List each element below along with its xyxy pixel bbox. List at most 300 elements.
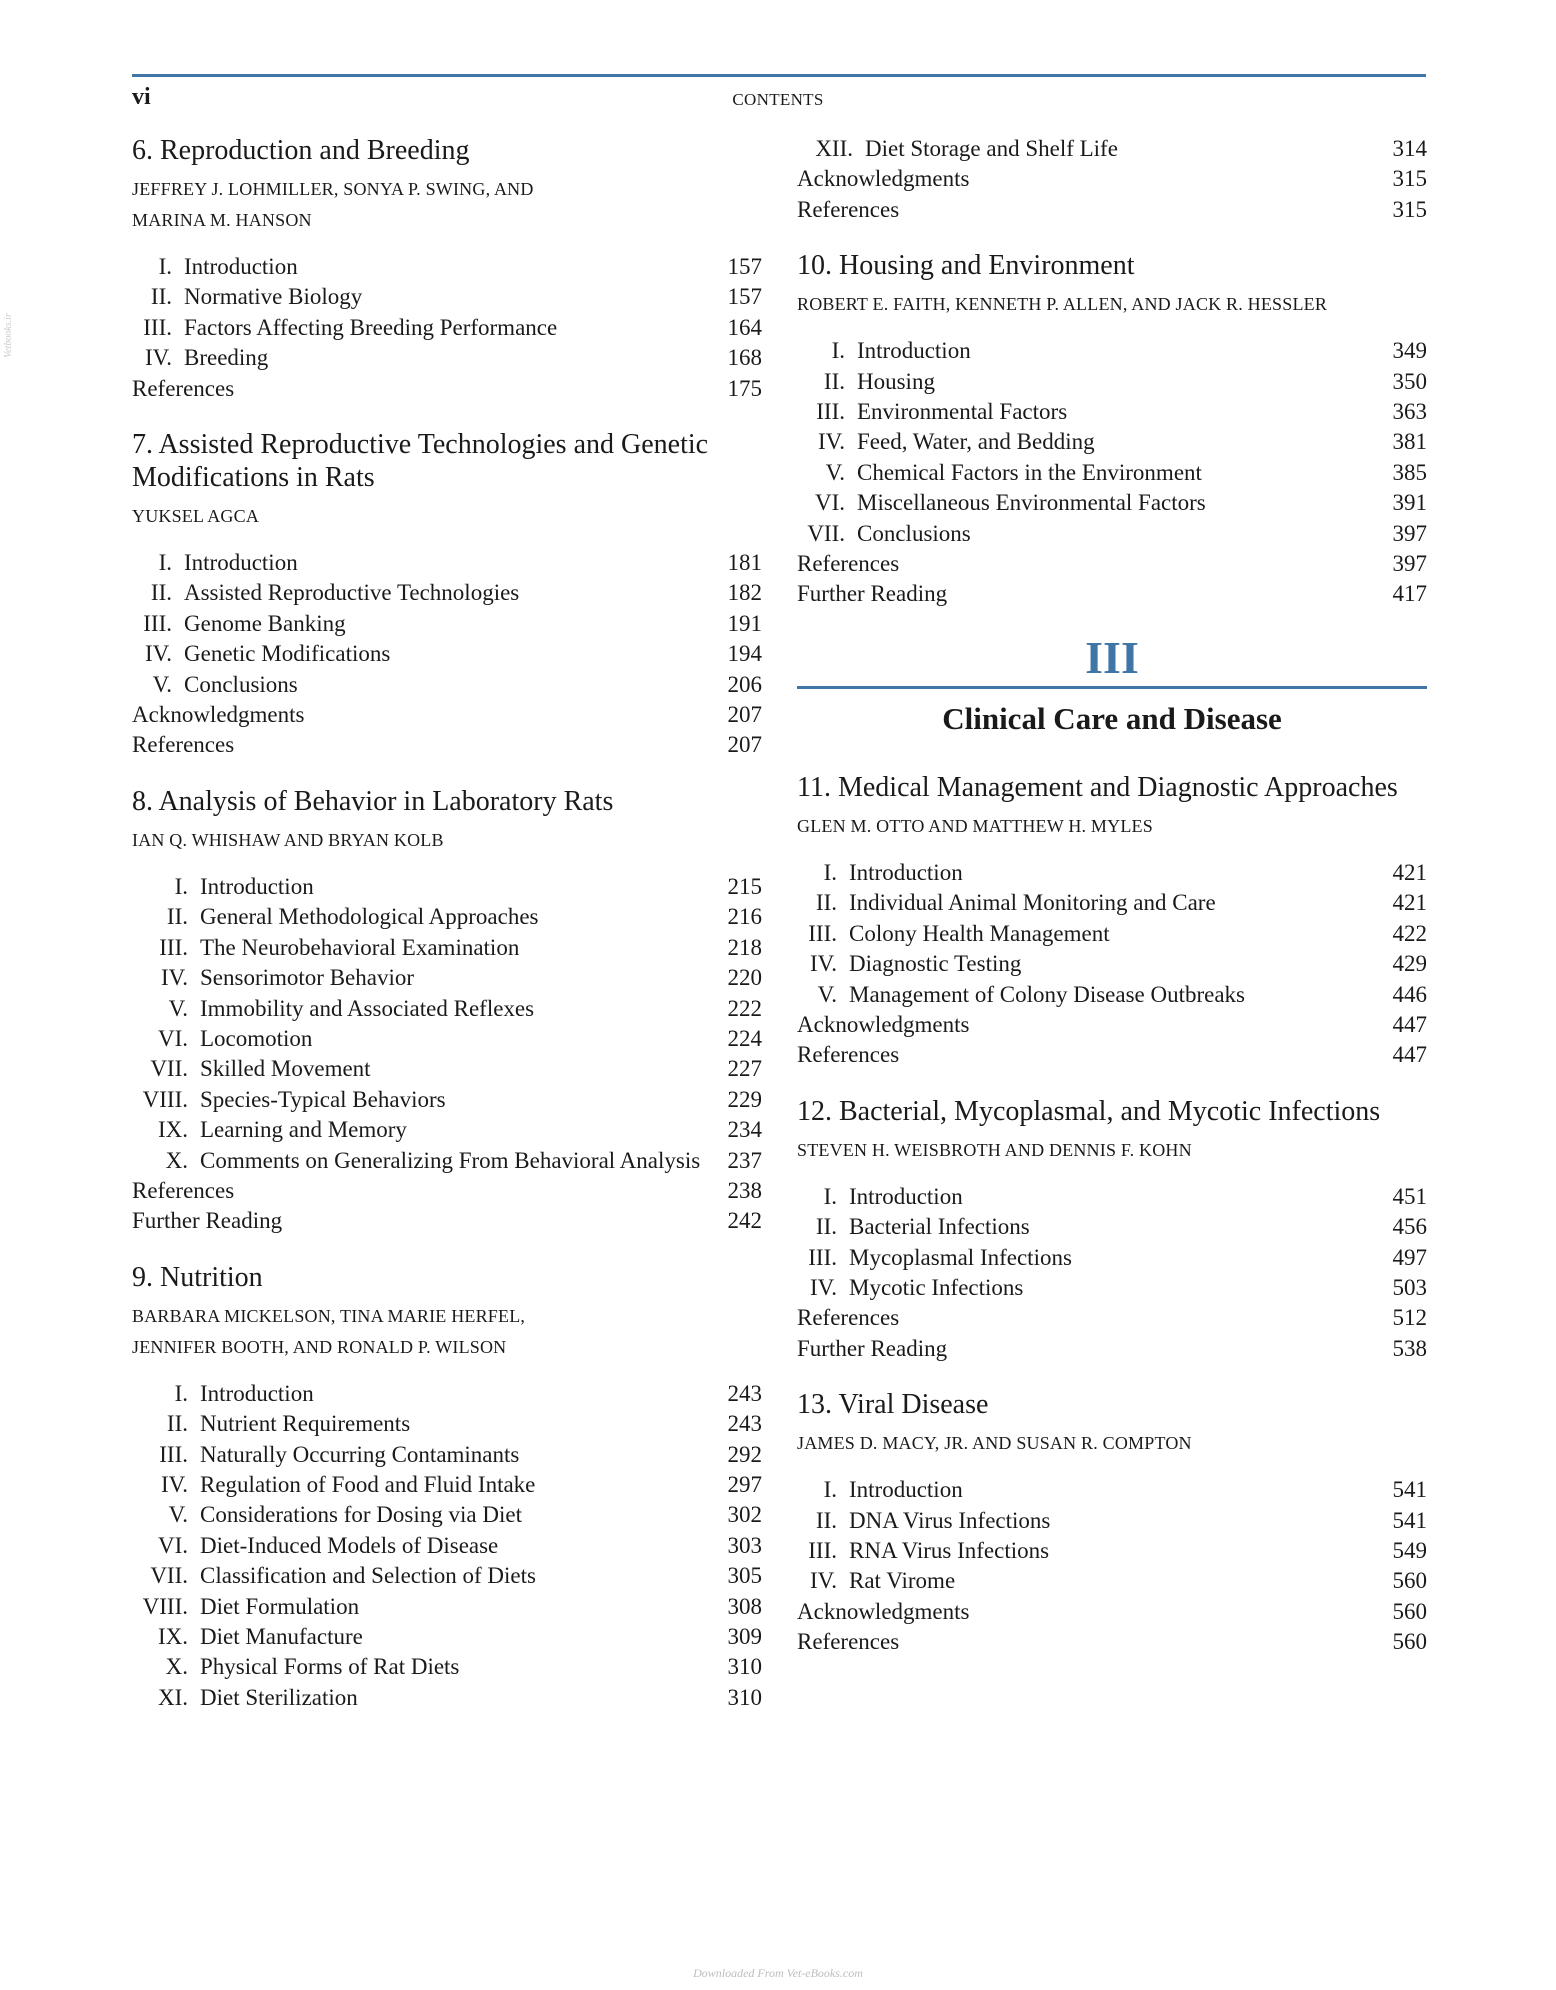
section-title: Further Reading <box>132 1208 283 1234</box>
header-rule <box>132 74 1426 77</box>
page-number: 310 <box>727 1684 762 1710</box>
section-numeral: III. <box>808 1537 837 1563</box>
page-number: 310 <box>727 1654 762 1680</box>
section-numeral: III. <box>808 920 837 946</box>
page-number: 297 <box>727 1471 762 1497</box>
page-number: 206 <box>727 671 762 697</box>
part-rule <box>797 686 1427 689</box>
page-number: 191 <box>727 610 762 636</box>
page-number: 243 <box>727 1411 762 1437</box>
author-line: ROBERT E. FAITH, KENNETH P. ALLEN, AND JACK R. HESSLER <box>797 294 1328 315</box>
chapter-authors <box>132 501 762 532</box>
page-number: 309 <box>727 1624 762 1649</box>
running-head: CONTENTS <box>732 90 824 109</box>
chapter-block <box>797 1095 1427 1364</box>
page-number: 194 <box>727 641 762 667</box>
section-title: References <box>797 1042 900 1068</box>
toc-entry[interactable] <box>797 427 1427 457</box>
right-column-top <box>797 134 1427 610</box>
author-line: JEFFREY J. LOHMILLER, SONYA P. SWING, AND <box>132 179 534 199</box>
section-title: Assisted Reproductive Technologies <box>184 580 520 606</box>
toc-entry[interactable] <box>132 1500 762 1530</box>
section-title: Further Reading <box>797 1335 948 1361</box>
section-title: References <box>797 196 900 222</box>
toc-entry[interactable] <box>797 1536 1427 1566</box>
left-column <box>132 134 762 1737</box>
section-numeral: I. <box>823 1477 837 1503</box>
section-title: Considerations for Dosing via Diet <box>200 1502 522 1528</box>
toc-entry-list <box>132 548 762 761</box>
toc-entry[interactable] <box>797 919 1427 949</box>
toc-entry-list <box>132 1379 762 1713</box>
section-numeral: IX. <box>157 1117 188 1143</box>
chapter-block <box>797 771 1427 1071</box>
chapter-authors <box>132 1301 762 1363</box>
page-number: 182 <box>727 580 762 606</box>
section-title: Factors Affecting Breeding Performance <box>184 314 558 340</box>
toc-entry[interactable] <box>132 282 762 312</box>
page-number: 349 <box>1392 338 1427 364</box>
section-numeral: II. <box>166 1411 188 1437</box>
section-numeral: II. <box>823 368 845 394</box>
page-number: 314 <box>1392 136 1427 161</box>
page-number: 220 <box>727 965 762 991</box>
page-number: 397 <box>1392 520 1427 546</box>
page-number: 421 <box>1392 859 1427 885</box>
toc-entry[interactable] <box>132 902 762 932</box>
section-numeral: III. <box>816 399 845 425</box>
section-title: Diet Manufacture <box>200 1624 363 1649</box>
toc-entry[interactable] <box>797 1627 1427 1657</box>
section-title: Introduction <box>184 254 298 279</box>
section-title: Skilled Movement <box>200 1056 371 1082</box>
toc-entry[interactable] <box>797 1040 1427 1070</box>
page-number: 315 <box>1392 196 1427 222</box>
section-numeral: V. <box>817 981 837 1007</box>
section-title: Conclusions <box>184 671 298 697</box>
toc-entry-list <box>797 336 1427 610</box>
toc-entry[interactable] <box>797 336 1427 366</box>
page-number: 560 <box>1392 1629 1427 1655</box>
toc-entry[interactable] <box>797 1243 1427 1273</box>
toc-entry[interactable] <box>132 639 762 669</box>
toc-entry[interactable] <box>132 730 762 760</box>
section-numeral: I. <box>831 338 845 364</box>
author-line: GLEN M. OTTO AND MATTHEW H. MYLES <box>797 815 1153 836</box>
chapter-block <box>132 428 762 761</box>
section-title: Classification and Selection of Diets <box>200 1563 536 1589</box>
section-title: Normative Biology <box>184 284 363 310</box>
chapter-block <box>132 1261 762 1713</box>
toc-entry[interactable] <box>132 1409 762 1439</box>
part-title: Clinical Care and Disease <box>942 700 1282 736</box>
part-number: III <box>1085 631 1139 683</box>
section-numeral: IV. <box>160 965 188 991</box>
section-numeral: III. <box>143 314 172 340</box>
section-title: Chemical Factors in the Environment <box>857 459 1202 485</box>
section-title: Management of Colony Disease Outbreaks <box>849 981 1246 1007</box>
toc-entry[interactable] <box>797 1334 1427 1364</box>
toc-entry[interactable] <box>132 872 762 902</box>
section-title: Naturally Occurring Contaminants <box>200 1441 520 1467</box>
section-numeral: II. <box>150 580 172 606</box>
section-title: Individual Animal Monitoring and Care <box>849 890 1216 916</box>
toc-entry[interactable] <box>797 488 1427 518</box>
page-number: 237 <box>727 1147 762 1173</box>
section-numeral: IV. <box>809 1568 837 1594</box>
page-number: 229 <box>727 1086 762 1112</box>
toc-entry[interactable] <box>132 1531 762 1561</box>
toc-entry[interactable] <box>797 1303 1427 1333</box>
page-number: 447 <box>1392 1011 1427 1037</box>
page-number: 305 <box>727 1563 762 1589</box>
page-number: 164 <box>727 314 762 340</box>
section-title: Comments on Generalizing From Behavioral Analysis <box>200 1147 701 1173</box>
section-numeral: VII. <box>807 520 845 546</box>
toc-entry[interactable] <box>132 548 762 578</box>
toc-entry[interactable] <box>132 1146 762 1176</box>
section-title: Diet Sterilization <box>200 1684 358 1710</box>
section-numeral: II. <box>815 1507 837 1533</box>
chapter-block <box>132 134 762 404</box>
toc-entry[interactable] <box>132 700 762 730</box>
page-number: 234 <box>727 1117 762 1143</box>
toc-entry[interactable] <box>132 1379 762 1409</box>
section-title: DNA Virus Infections <box>849 1507 1051 1533</box>
chapter-authors <box>132 174 762 236</box>
author-line: YUKSEL AGCA <box>132 506 260 527</box>
section-numeral: IV. <box>809 951 837 977</box>
page-number: 456 <box>1392 1214 1427 1240</box>
section-title: Acknowledgments <box>797 1011 970 1037</box>
toc-entry[interactable] <box>132 1652 762 1682</box>
toc-entry[interactable] <box>797 1475 1427 1505</box>
page-number: 222 <box>727 995 762 1021</box>
section-title: Acknowledgments <box>132 702 305 728</box>
toc-entry[interactable] <box>797 1566 1427 1596</box>
toc-entry[interactable] <box>132 313 762 343</box>
section-numeral: I. <box>158 550 172 576</box>
section-numeral: IV. <box>144 345 172 371</box>
author-line: STEVEN H. WEISBROTH AND DENNIS F. KOHN <box>797 1139 1192 1160</box>
section-title: Genome Banking <box>184 610 346 636</box>
chapter-block <box>132 785 762 1237</box>
toc-entry[interactable] <box>132 252 762 282</box>
page-number: 541 <box>1392 1507 1427 1533</box>
section-title: RNA Virus Infections <box>849 1537 1050 1563</box>
page-number: 308 <box>727 1593 762 1619</box>
section-numeral: IV. <box>817 429 845 455</box>
section-numeral: VII. <box>150 1056 188 1082</box>
side-watermark: Vetbooks.ir <box>2 313 14 358</box>
page-number: 381 <box>1392 429 1427 455</box>
page-number: 447 <box>1392 1042 1427 1068</box>
section-title: References <box>797 1305 900 1331</box>
chapter-authors <box>797 1135 1427 1166</box>
chapter-title[interactable]: 11. Medical Management and Diagnostic Approaches <box>797 771 1398 803</box>
toc-entry[interactable] <box>132 1440 762 1470</box>
toc-entry-list <box>132 252 762 404</box>
page-number: 350 <box>1392 368 1427 394</box>
section-title: Introduction <box>184 550 298 576</box>
page-number: 549 <box>1392 1537 1427 1563</box>
chapter-title[interactable]: 6. Reproduction and Breeding <box>132 135 470 166</box>
part-heading <box>797 631 1427 739</box>
chapter-block <box>797 134 1427 225</box>
toc-entry[interactable] <box>797 367 1427 397</box>
toc-entry[interactable] <box>797 134 1427 164</box>
toc-entry-list <box>132 872 762 1237</box>
toc-entry[interactable] <box>797 549 1427 579</box>
section-numeral: XII. <box>815 136 853 161</box>
page-number: 175 <box>727 375 762 401</box>
right-column-bottom <box>797 771 1427 1658</box>
page-number: 560 <box>1392 1598 1427 1624</box>
page-number: 541 <box>1392 1477 1427 1503</box>
section-title: Genetic Modifications <box>184 641 391 667</box>
section-title: References <box>132 1177 235 1203</box>
page-number: 207 <box>727 702 762 728</box>
toc-entry[interactable] <box>797 579 1427 609</box>
section-numeral: II. <box>166 904 188 930</box>
section-numeral: VII. <box>150 1563 188 1589</box>
section-numeral: II. <box>815 890 837 916</box>
toc-entry[interactable] <box>797 949 1427 979</box>
chapter-title[interactable]: 10. Housing and Environment <box>797 250 1135 282</box>
section-title: Acknowledgments <box>797 166 970 192</box>
chapter-authors <box>132 825 762 856</box>
page-number: 446 <box>1392 981 1427 1007</box>
right-column <box>797 134 1427 1682</box>
section-numeral: X. <box>165 1147 188 1173</box>
section-numeral: VI. <box>157 1532 188 1558</box>
section-title: References <box>797 551 900 577</box>
section-title: The Neurobehavioral Examination <box>200 934 520 960</box>
page-number: 168 <box>727 345 762 371</box>
section-title: Introduction <box>849 1183 963 1209</box>
section-numeral: I. <box>174 1380 188 1406</box>
section-title: Housing <box>857 368 935 394</box>
section-numeral: I. <box>823 1183 837 1209</box>
section-title: Feed, Water, and Bedding <box>857 429 1095 455</box>
author-line: IAN Q. WHISHAW AND BRYAN KOLB <box>132 829 444 850</box>
toc-entry[interactable] <box>797 1010 1427 1040</box>
section-numeral: V. <box>825 459 845 485</box>
page-number: 417 <box>1392 581 1427 607</box>
toc-entry[interactable] <box>132 1024 762 1054</box>
page-number: 224 <box>727 1025 762 1051</box>
toc-entry[interactable] <box>797 980 1427 1010</box>
page-number: 391 <box>1392 490 1427 516</box>
chapter-title[interactable]: 13. Viral Disease <box>797 1389 989 1421</box>
section-title: Introduction <box>849 859 963 885</box>
section-title: Introduction <box>200 1380 314 1406</box>
author-line: JAMES D. MACY, JR. AND SUSAN R. COMPTON <box>797 1433 1192 1454</box>
section-title: Regulation of Food and Fluid Intake <box>200 1471 536 1497</box>
section-numeral: III. <box>808 1244 837 1270</box>
section-title: References <box>132 732 235 758</box>
chapter-authors <box>797 289 1427 320</box>
toc-entry[interactable] <box>132 1176 762 1206</box>
page-number: 227 <box>727 1056 762 1082</box>
section-title: Conclusions <box>857 520 971 546</box>
author-line: BARBARA MICKELSON, TINA MARIE HERFEL, <box>132 1305 526 1326</box>
page-number: 397 <box>1392 551 1427 577</box>
section-numeral: I. <box>174 873 188 899</box>
toc-entry[interactable] <box>132 1592 762 1622</box>
toc-entry[interactable] <box>797 1212 1427 1242</box>
section-numeral: II. <box>150 284 172 310</box>
chapter-title[interactable]: 12. Bacterial, Mycoplasmal, and Mycotic Infections <box>797 1095 1381 1127</box>
section-title: Colony Health Management <box>849 920 1110 946</box>
toc-entry-list <box>797 1475 1427 1657</box>
section-title: Bacterial Infections <box>849 1214 1030 1240</box>
page-number: 315 <box>1392 166 1427 192</box>
page-number: 503 <box>1392 1274 1427 1300</box>
page-number: 560 <box>1392 1568 1427 1594</box>
author-line: MARINA M. HANSON <box>132 210 312 230</box>
toc-entry[interactable] <box>797 1273 1427 1303</box>
toc-entry[interactable] <box>132 1470 762 1500</box>
toc-entry[interactable] <box>132 670 762 700</box>
section-title: General Methodological Approaches <box>200 904 539 930</box>
section-title: Diagnostic Testing <box>849 951 1022 977</box>
page-number: 363 <box>1392 399 1427 425</box>
section-numeral: V. <box>152 671 172 697</box>
section-numeral: XI. <box>157 1684 188 1710</box>
toc-entry[interactable] <box>797 519 1427 549</box>
toc-entry[interactable] <box>132 609 762 639</box>
section-title: Introduction <box>857 338 971 364</box>
toc-entry[interactable] <box>797 1597 1427 1627</box>
section-title: Learning and Memory <box>200 1117 407 1143</box>
toc-entry[interactable] <box>132 1085 762 1115</box>
section-title: Sensorimotor Behavior <box>200 965 414 991</box>
page-number: 512 <box>1392 1305 1427 1331</box>
section-title: References <box>132 375 235 401</box>
chapter-title[interactable]: 8. Analysis of Behavior in Laboratory Rats <box>132 785 614 817</box>
page-number: 215 <box>727 873 762 899</box>
page-number: 157 <box>727 254 762 279</box>
toc-entry[interactable] <box>797 1182 1427 1212</box>
section-numeral: I. <box>158 254 172 279</box>
chapter-title[interactable]: 7. Assisted Reproductive Technologies and Genetic Modifications in Rats <box>132 429 709 494</box>
section-title: Mycotic Infections <box>849 1274 1024 1300</box>
author-line: JENNIFER BOOTH, AND RONALD P. WILSON <box>132 1336 507 1357</box>
footer-watermark: Downloaded From Vet-eBooks.com <box>693 1966 863 1980</box>
section-numeral: X. <box>165 1654 188 1680</box>
chapter-authors <box>797 1428 1427 1459</box>
toc-entry[interactable] <box>132 1115 762 1145</box>
section-title: Miscellaneous Environmental Factors <box>857 490 1206 516</box>
section-title: Nutrient Requirements <box>200 1411 411 1437</box>
chapter-title[interactable]: 9. Nutrition <box>132 1261 263 1293</box>
toc-entry[interactable] <box>797 164 1427 194</box>
section-numeral: III. <box>159 934 188 960</box>
section-title: Introduction <box>849 1477 963 1503</box>
page-number: 303 <box>727 1532 762 1558</box>
page-number: 421 <box>1392 890 1427 916</box>
toc-entry-list <box>797 134 1427 225</box>
section-title: Immobility and Associated Reflexes <box>200 995 535 1021</box>
toc-entry[interactable] <box>797 1506 1427 1536</box>
toc-entry[interactable] <box>132 933 762 963</box>
toc-entry-list <box>797 858 1427 1071</box>
section-numeral: III. <box>159 1441 188 1467</box>
page-number: 218 <box>727 934 762 960</box>
page-number: 238 <box>727 1177 762 1203</box>
section-numeral: VI. <box>157 1025 188 1051</box>
section-numeral: IV. <box>809 1274 837 1300</box>
toc-entry[interactable] <box>132 1683 762 1713</box>
chapter-block <box>797 1388 1427 1657</box>
toc-entry[interactable] <box>797 458 1427 488</box>
page-number: 157 <box>727 284 762 310</box>
toc-entry[interactable] <box>132 578 762 608</box>
page-number: 292 <box>727 1441 762 1467</box>
page-number: 207 <box>727 732 762 758</box>
toc-entry-list <box>797 1182 1427 1364</box>
toc-entry[interactable] <box>797 397 1427 427</box>
section-numeral: IV. <box>160 1471 188 1497</box>
toc-entry[interactable] <box>132 1206 762 1236</box>
section-numeral: IX. <box>157 1624 188 1649</box>
chapter-authors <box>797 811 1427 842</box>
section-title: References <box>797 1629 900 1655</box>
section-title: Diet-Induced Models of Disease <box>200 1532 499 1558</box>
section-title: Mycoplasmal Infections <box>849 1244 1072 1270</box>
page-number: 243 <box>727 1380 762 1406</box>
section-title: Acknowledgments <box>797 1598 970 1624</box>
page-number: 216 <box>727 904 762 930</box>
toc-entry[interactable] <box>132 963 762 993</box>
section-numeral: V. <box>168 1502 188 1528</box>
section-title: Environmental Factors <box>857 399 1068 425</box>
section-title: Species-Typical Behaviors <box>200 1086 446 1112</box>
section-title: Further Reading <box>797 581 948 607</box>
toc-entry[interactable] <box>132 374 762 404</box>
toc-entry[interactable] <box>132 1622 762 1652</box>
section-numeral: VIII. <box>142 1086 188 1112</box>
toc-entry[interactable] <box>132 343 762 373</box>
toc-entry[interactable] <box>797 888 1427 918</box>
page-number: 242 <box>727 1208 762 1234</box>
page-number: 302 <box>727 1502 762 1528</box>
section-numeral: I. <box>823 859 837 885</box>
section-numeral: VIII. <box>142 1593 188 1619</box>
page-number: 181 <box>727 550 762 576</box>
toc-entry[interactable] <box>132 1054 762 1084</box>
section-numeral: V. <box>168 995 188 1021</box>
toc-entry[interactable] <box>797 195 1427 225</box>
section-title: Locomotion <box>200 1025 313 1051</box>
toc-entry[interactable] <box>132 1561 762 1591</box>
page-number: 385 <box>1392 459 1427 485</box>
page-number: 497 <box>1392 1244 1427 1270</box>
page-number: 538 <box>1392 1335 1427 1361</box>
chapter-block <box>797 249 1427 610</box>
toc-entry[interactable] <box>797 858 1427 888</box>
section-numeral: VI. <box>814 490 845 516</box>
section-numeral: IV. <box>144 641 172 667</box>
page-number: vi <box>132 84 151 110</box>
section-title: Diet Formulation <box>200 1593 360 1619</box>
toc-entry[interactable] <box>132 994 762 1024</box>
section-numeral: II. <box>815 1214 837 1240</box>
page-number: 422 <box>1392 920 1427 946</box>
section-numeral: III. <box>143 610 172 636</box>
page-number: 429 <box>1392 951 1427 977</box>
